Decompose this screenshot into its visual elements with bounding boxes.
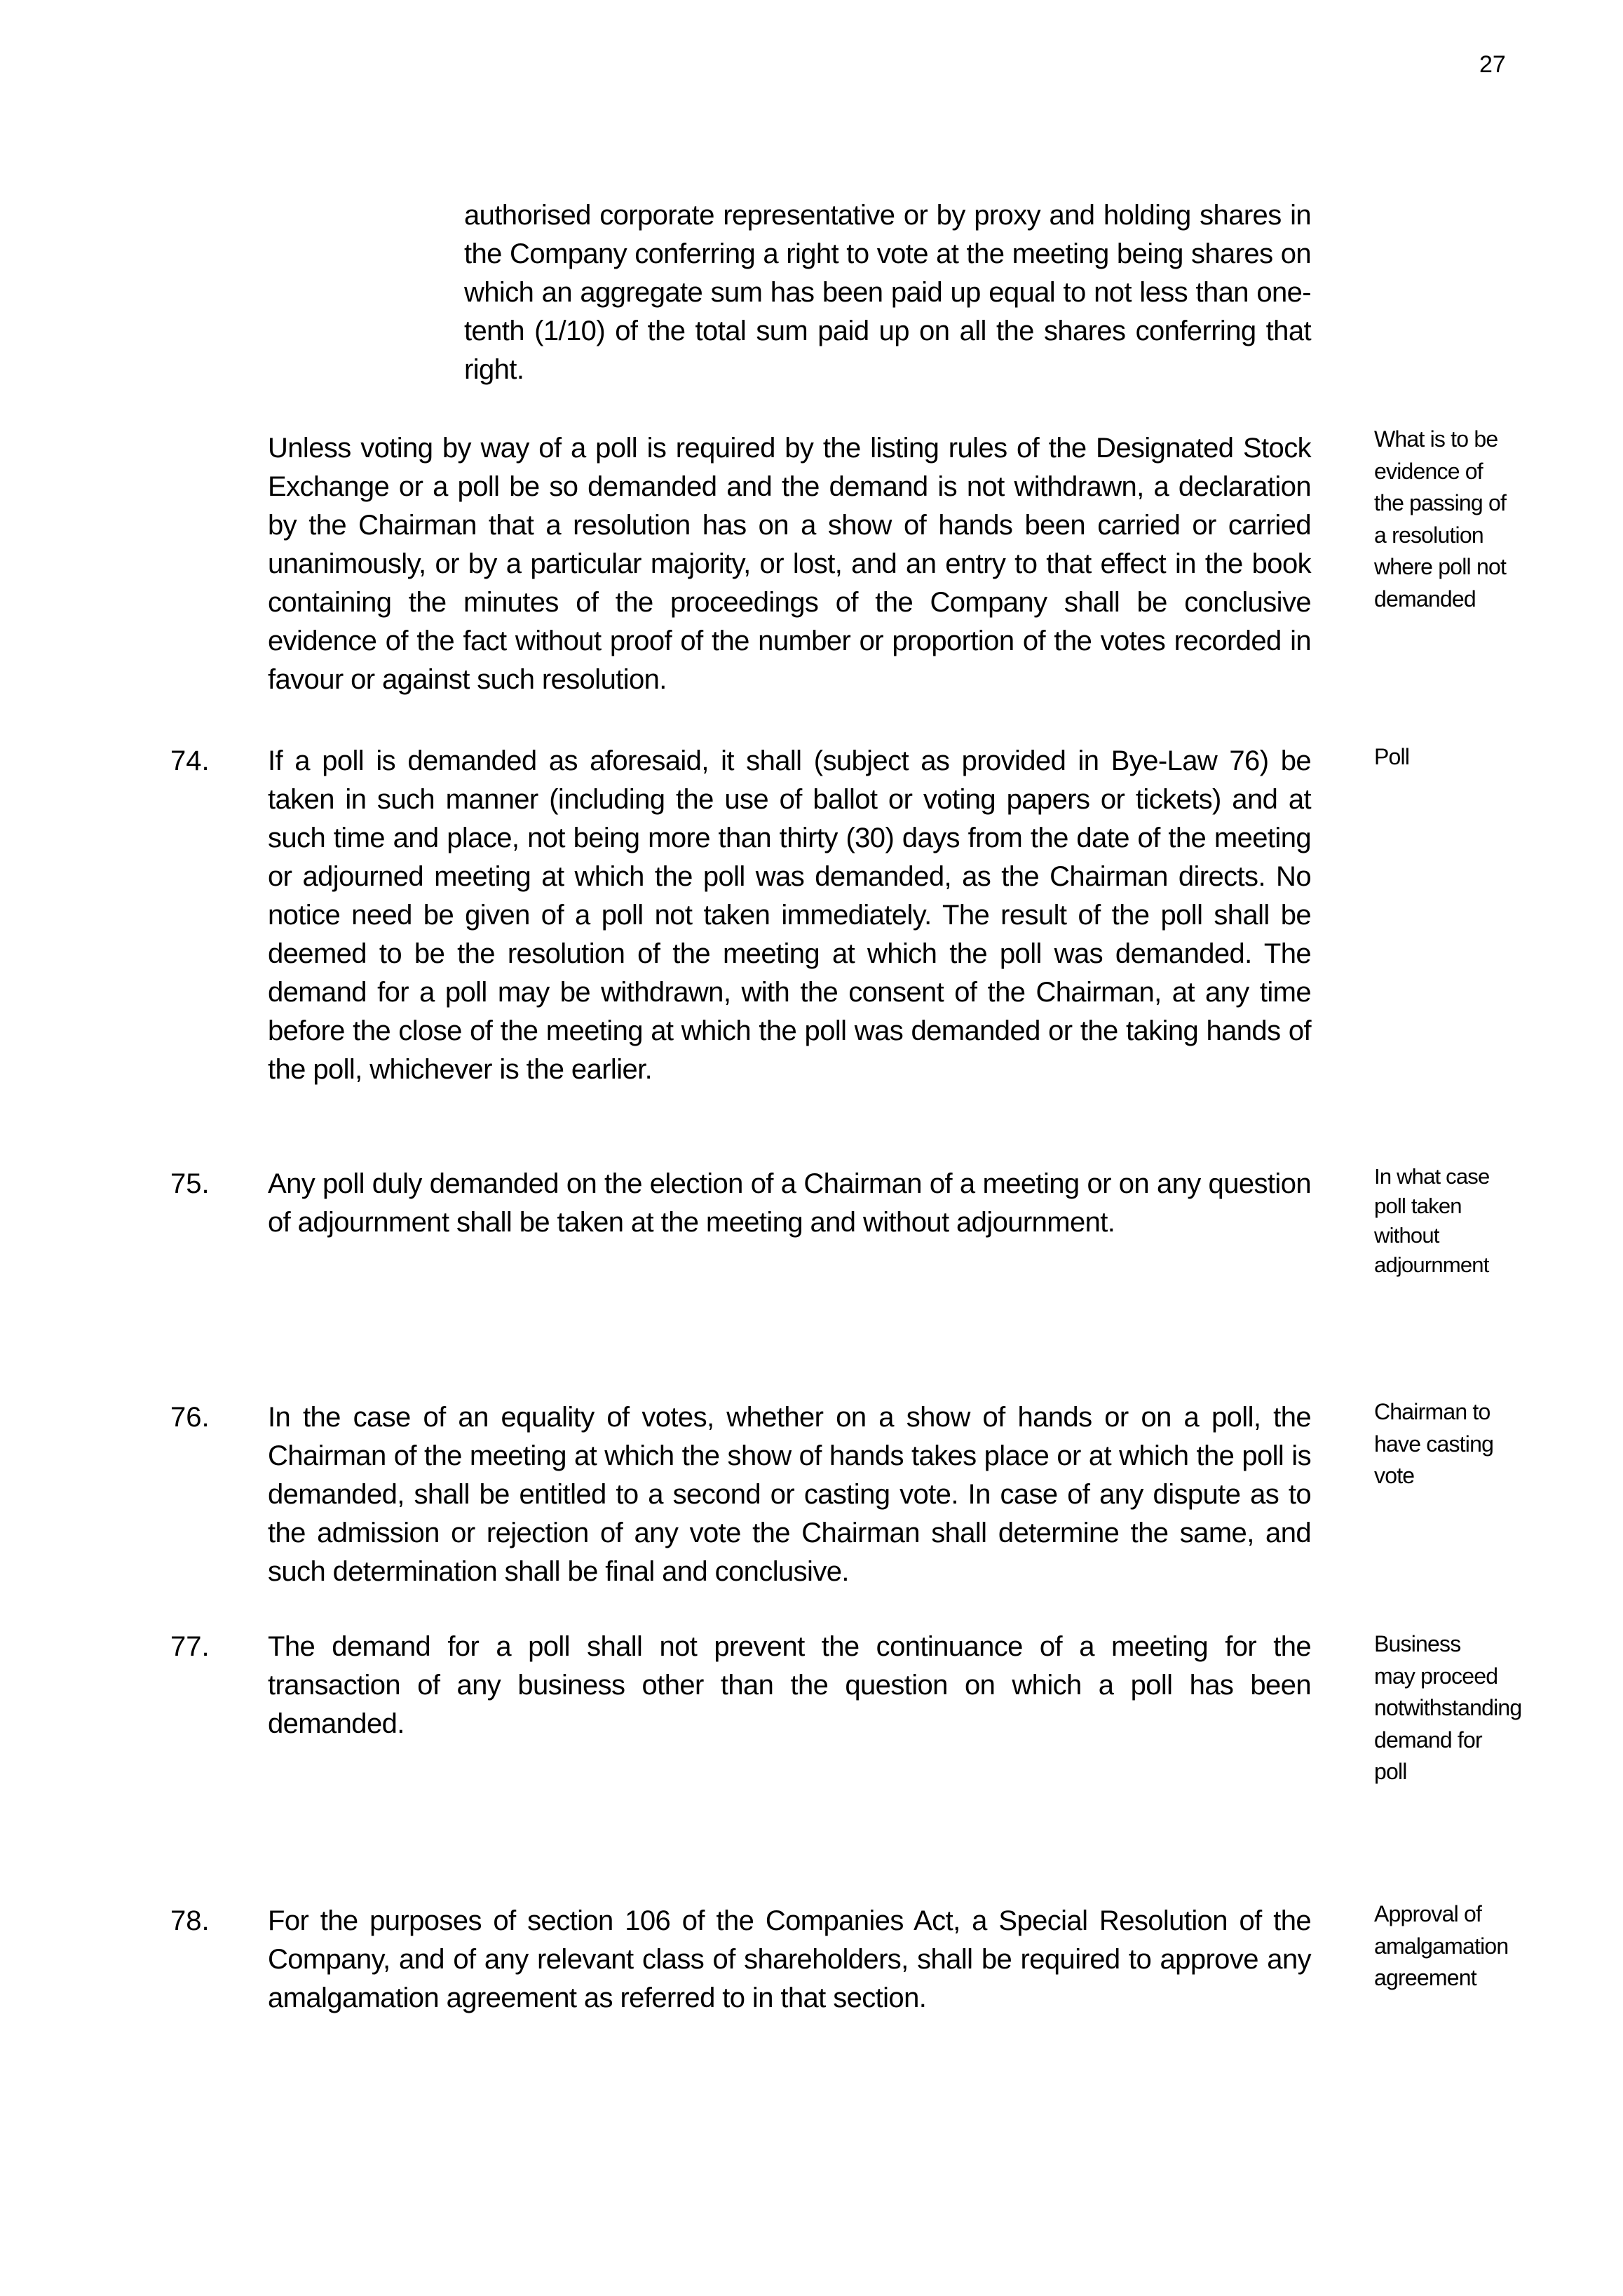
margin-note-amalgamation: Approval of amalgamation agreement bbox=[1374, 1901, 1509, 1990]
clause-text-74: If a poll is demanded as aforesaid, it shall (subject as provided in Bye-Law 76) be taken in such manner (including the use of ballot or voting papers or tickets) and at such time and place, not being more than thirty (30) days from the date of the meeting or adjourned meeting at which the poll was demanded, as the Chairman directs. No notice need be given of a poll not taken immediately. The result of the poll shall be deemed to be the resolution of the meeting at which the poll was demanded. The demand for a poll may be withdrawn, with the consent of the Chairman, at any time before the close of the meeting at which the poll was demanded or the taking hands of the poll, whichever is the earlier. bbox=[268, 745, 1311, 1085]
clause-number-74: 74. bbox=[170, 745, 210, 776]
clause-number-75: 75. bbox=[170, 1168, 210, 1199]
clause-number-78: 78. bbox=[170, 1905, 210, 1936]
clause-text-75: Any poll duly demanded on the election of a Chairman of a meeting or on any question of adjournment shall be taken at the meeting and without adjournment. bbox=[268, 1168, 1311, 1238]
margin-note-casting-vote: Chairman to have casting vote bbox=[1374, 1399, 1494, 1488]
clause-number-77: 77. bbox=[170, 1631, 210, 1662]
page-number: 27 bbox=[1479, 51, 1506, 78]
margin-note-business-may-proceed: Business may proceed notwithstanding demand for poll bbox=[1374, 1631, 1522, 1784]
clause-text-76: In the case of an equality of votes, whether on a show of hands or on a poll, the Chairman of the meeting at which the show of hands takes place or at which the poll is demanded, shall be entitled to a second or casting vote. In case of any dispute as to the admission or rejection of any vote the Chairman shall determine the same, and such determination shall be final and conclusive. bbox=[268, 1402, 1311, 1587]
margin-note-without-adjournment: In what case poll taken without adjournment bbox=[1374, 1164, 1490, 1277]
margin-note-poll: Poll bbox=[1374, 744, 1410, 769]
margin-note-evidence: What is to be evidence of the passing of a resolution where poll not demanded bbox=[1374, 426, 1507, 612]
clause-text-78: For the purposes of section 106 of the Companies Act, a Special Resolution of the Company, and of any relevant class of shareholders, shall be required to approve any amalgamation agreement as referred to in that section. bbox=[268, 1905, 1311, 2013]
clause-text-unnumbered: Unless voting by way of a poll is required by the listing rules of the Designated Stock Exchange or a poll be so demanded and the demand is not withdrawn, a declaration by the Chairman that a resolution has on a show of hands been carried or carried unanimously, or by a particular majority, or lost, and an entry to that effect in the book containing the minutes of the proceedings of the Company shall be conclusive evidence of the fact without proof of the number or proportion of the votes recorded in favour or against such resolution. bbox=[268, 433, 1311, 695]
clause-text-77: The demand for a poll shall not prevent the continuance of a meeting for the transaction of any business other than the question on which a poll has been demanded. bbox=[268, 1631, 1311, 1739]
clause-number-76: 76. bbox=[170, 1402, 210, 1433]
continuation-paragraph: authorised corporate representative or by proxy and holding shares in the Company conferring a right to vote at the meeting being shares on which an aggregate sum has been paid up equal to not less than one-tenth (1/10) of the total sum paid up on all the shares conferring that right. bbox=[464, 200, 1311, 385]
